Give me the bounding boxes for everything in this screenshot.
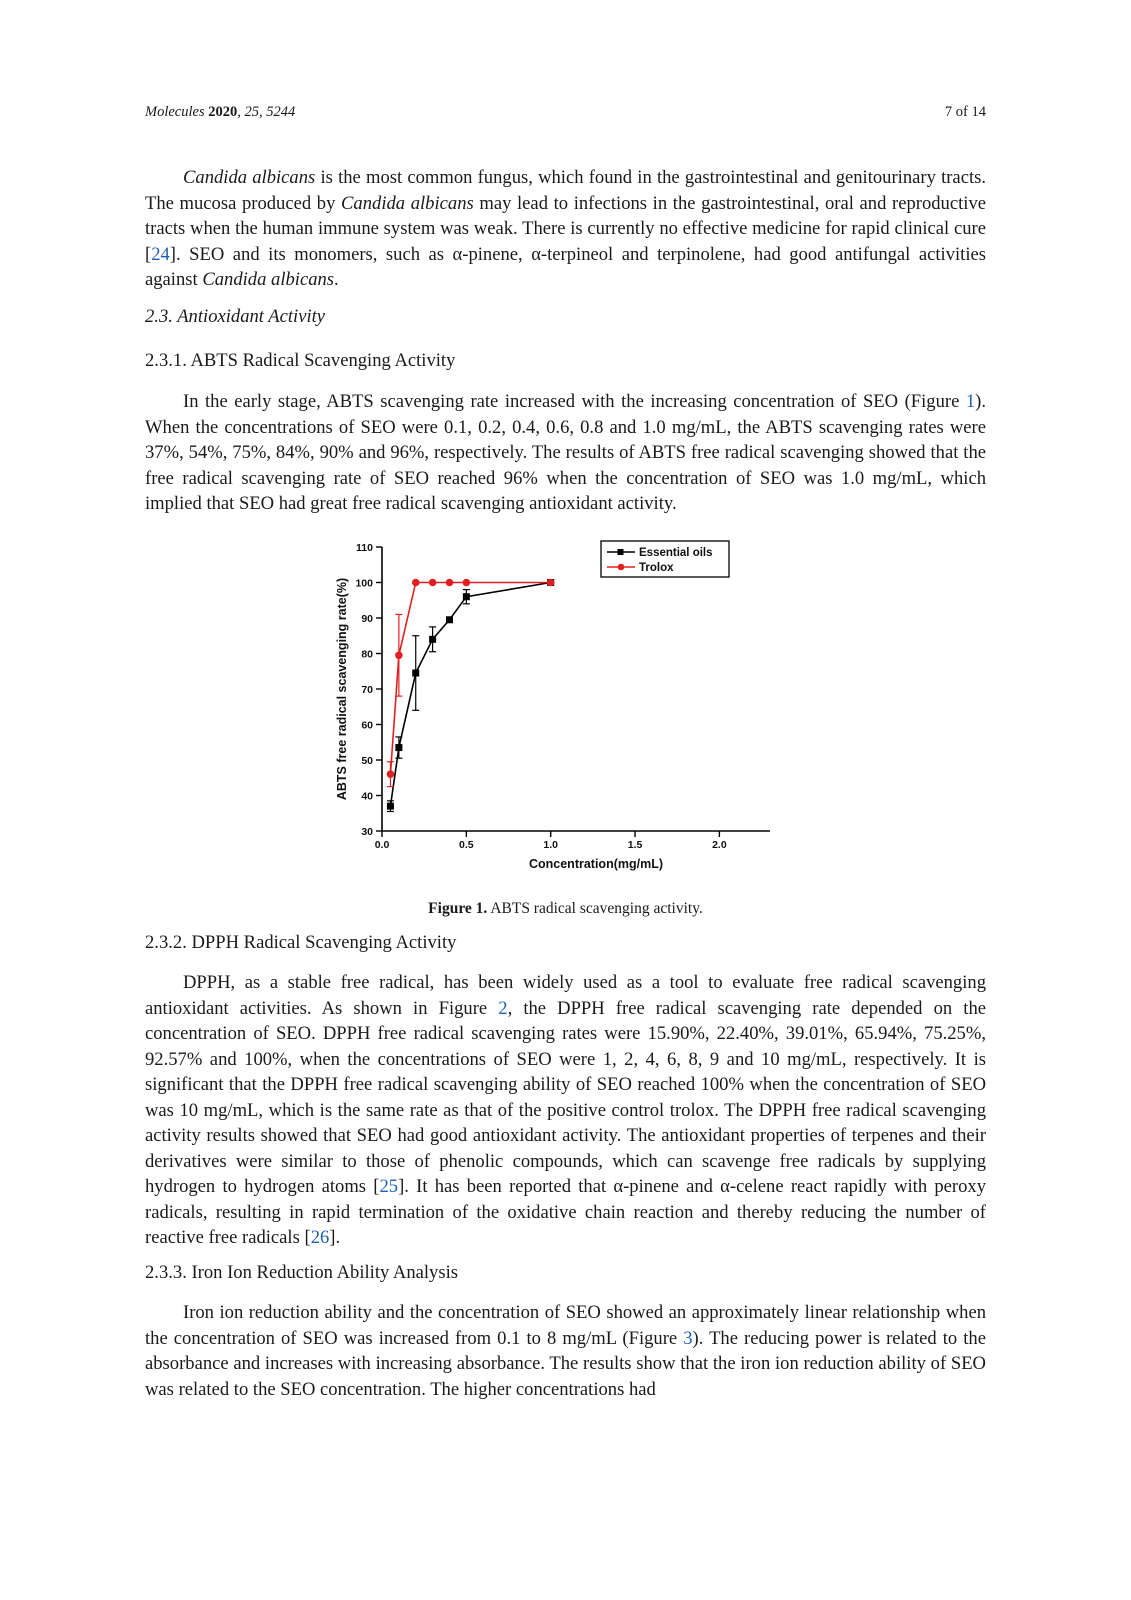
data-point-circle: [429, 579, 437, 587]
y-tick-label: 110: [356, 542, 373, 554]
subsection-heading-dpph: 2.3.2. DPPH Radical Scavenging Activity: [145, 932, 457, 953]
citation-link-24[interactable]: 24: [151, 243, 170, 265]
text-run: may lead to infections in the gastrointestinal, oral and reproductive tracts when the human immune system was weak. There is currently no effective medicine for rapid clinical cure [: [145, 192, 986, 265]
data-point-square: [387, 803, 394, 810]
journal-volume: , 25, 5244: [237, 104, 296, 120]
paragraph-antifungal: [145, 165, 986, 293]
x-tick-label: 0.5: [459, 839, 474, 851]
abts-chart-svg: [330, 535, 790, 895]
data-point-circle: [412, 579, 420, 587]
y-tick-label: 90: [361, 613, 373, 625]
x-axis-label: Concentration(mg/mL): [528, 857, 664, 871]
section-heading-antioxidant: 2.3. Antioxidant Activity: [145, 306, 326, 327]
legend-marker: [618, 549, 624, 555]
data-point-circle: [395, 651, 403, 659]
subsection-heading-abts: 2.3.1. ABTS Radical Scavenging Activity: [145, 350, 456, 371]
data-point-circle: [547, 579, 555, 587]
x-tick-label: 1.5: [627, 839, 643, 851]
y-tick-label: 100: [355, 577, 373, 590]
text-run: ). When the concentrations of SEO were 0.1, 0.2, 0.4, 0.6, 0.8 and 1.0 mg/mL, the ABTS scavenging rates were 37%, 54%, 75%, 84%, 90% and 96%, respectively. The results of ABTS free radical scavenging showed that the free radical scavenging rate of SEO reached 96% when the concentration of SEO was 1.0 mg/mL, which implied that SEO had great free radical scavenging antioxidant activity.: [145, 391, 986, 514]
text-run: DPPH, as a stable free radical, has been widely used as a tool to evaluate free radical scavenging antioxidant activities. As shown in Figure: [145, 972, 986, 1019]
text-run: In the early stage, ABTS scavenging rate increased with the increasing concentration of SEO (Figure: [183, 391, 966, 412]
y-tick-label: 80: [361, 648, 373, 661]
citation-link-25[interactable]: 25: [379, 1176, 399, 1197]
x-tick-label: 2.0: [712, 839, 727, 851]
figure-link-1[interactable]: 1: [965, 391, 976, 412]
journal-year: 2020: [208, 104, 238, 120]
journal-citation: [145, 104, 295, 121]
x-tick-label: 1.0: [543, 839, 559, 851]
text-run: .: [334, 269, 339, 290]
data-point-square: [412, 670, 419, 677]
paragraph-iron: [145, 1300, 986, 1402]
y-tick-label: 40: [361, 790, 373, 803]
y-tick-label: 70: [361, 684, 373, 696]
data-point-square: [395, 744, 402, 751]
text-run: ]. It has been reported that α-pinene and α-celene react rapidly with peroxy radicals, resulting in rapid termination of the oxidative chain reaction and thereby reducing the number of reactive free radicals [: [145, 1176, 986, 1248]
figure-label: Figure 1.: [428, 900, 488, 917]
figure-link-3[interactable]: 3: [683, 1327, 693, 1349]
data-point-circle: [463, 579, 471, 587]
paragraph-abts: [145, 389, 986, 517]
figure-caption: [145, 900, 986, 918]
data-point-circle: [387, 770, 395, 778]
data-point-square: [429, 636, 436, 643]
citation-link-26[interactable]: 26: [310, 1227, 330, 1248]
page-header: [145, 104, 986, 126]
y-tick-label: 60: [361, 719, 373, 732]
x-tick-label: 0.0: [374, 839, 390, 851]
y-tick-label: 50: [361, 755, 373, 767]
text-run: is the most common fungus, which found in the gastrointestinal and genitourinary tracts. The mucosa produced by: [145, 167, 986, 214]
subsection-heading-iron: 2.3.3. Iron Ion Reduction Ability Analysis: [145, 1262, 458, 1283]
data-point-square: [463, 593, 470, 600]
legend-label: Trolox: [639, 562, 674, 574]
figure-caption-text: ABTS radical scavenging activity.: [487, 900, 703, 917]
species-name: Candida albicans: [202, 269, 335, 290]
y-tick-label: 30: [361, 826, 373, 838]
y-axis-label: ABTS free radical scavenging rate(%): [335, 577, 349, 801]
paragraph-dpph: [145, 970, 986, 1251]
species-name: Candida albicans: [183, 167, 316, 188]
figure-link-2[interactable]: 2: [498, 997, 508, 1019]
text-run: Iron ion reduction ability and the concentration of SEO showed an approximately linear relationship when the concentration of SEO was increased from 0.1 to 8 mg/mL (Figure: [145, 1302, 986, 1349]
text-run: ]. SEO and its monomers, such as α-pinene, α-terpineol and terpinolene, had good antifungal activities against: [145, 243, 986, 290]
species-name: Candida albicans: [341, 192, 474, 214]
legend-label: Essential oils: [639, 547, 713, 559]
text-run: ].: [329, 1227, 341, 1248]
legend-marker: [618, 564, 625, 571]
data-point-circle: [446, 579, 454, 587]
page-number: 7 of 14: [944, 104, 986, 120]
series-line: [390, 583, 550, 807]
text-run: , the DPPH free radical scavenging rate depended on the concentration of SEO. DPPH free radical scavenging rates were 15.90%, 22.40%, 39.01%, 65.94%, 75.25%, 92.57% and 100%, when the concentrations of SEO were 1, 2, 4, 6, 8, 9 and 10 mg/mL, respectively. It is significant that the DPPH free radical scavenging ability of SEO reached 100% when the concentration of SEO was 10 mg/mL, which is the same rate as that of the positive control trolox. The DPPH free radical scavenging activity results showed that SEO had good antioxidant activity. The antioxidant properties of terpenes and their derivatives were similar to those of phenolic compounds, which can scavenge free radicals by supplying hydrogen to hydrogen atoms [: [145, 997, 986, 1197]
journal-name: Molecules: [145, 104, 205, 120]
text-run: ). The reducing power is related to the absorbance and increases with increasing absorbance. The results show that the iron ion reduction ability of SEO was related to the SEO concentration. The higher concentrations had: [145, 1327, 986, 1400]
data-point-square: [446, 616, 453, 623]
figure-1-chart: [330, 535, 790, 895]
